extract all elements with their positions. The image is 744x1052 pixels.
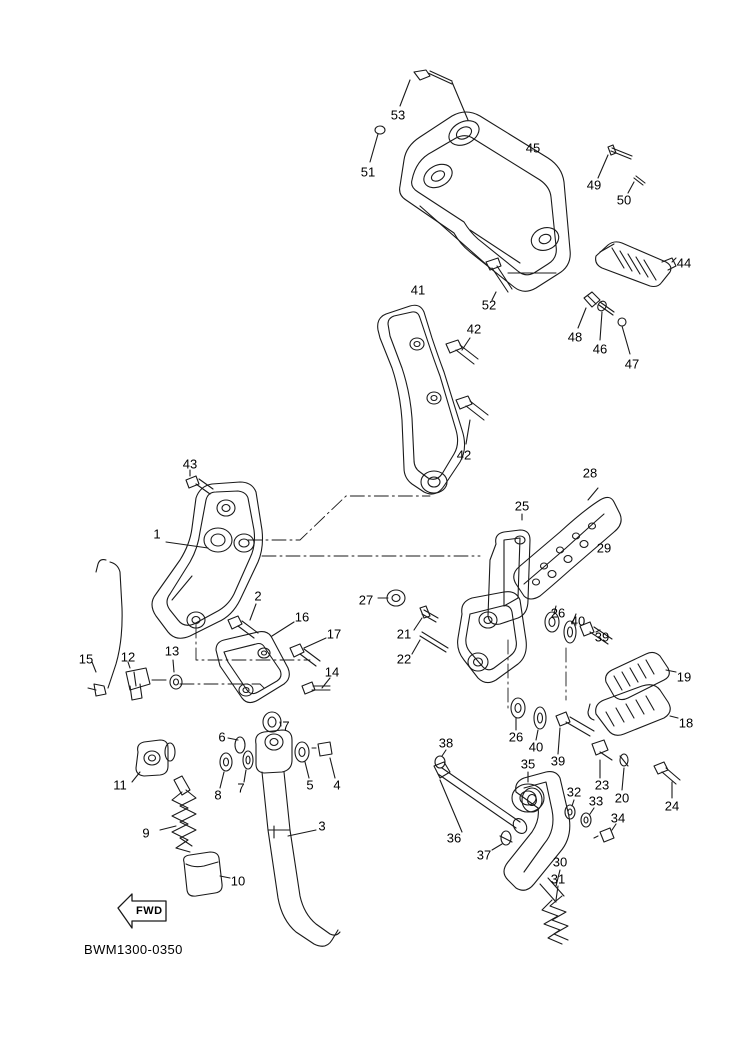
callout-46: 46: [592, 341, 608, 357]
callout-33: 33: [588, 793, 604, 809]
callout-26a: 26: [550, 605, 566, 621]
callout-36: 36: [446, 830, 462, 846]
callout-20: 20: [614, 790, 630, 806]
callout-34: 34: [610, 810, 626, 826]
callout-3: 3: [318, 818, 326, 834]
callout-8: 8: [214, 787, 222, 803]
callout-11: 11: [113, 777, 127, 793]
callout-14: 14: [324, 664, 340, 680]
callout-37: 37: [476, 847, 492, 863]
callout-7b: 7: [237, 780, 245, 796]
callout-12: 12: [120, 649, 136, 665]
callout-43: 43: [182, 456, 198, 472]
callout-29: 29: [596, 540, 612, 556]
callout-49: 49: [586, 177, 602, 193]
callout-19: 19: [676, 669, 692, 685]
callout-26b: 26: [508, 729, 524, 745]
callout-44: 44: [676, 255, 692, 271]
callout-31: 31: [550, 871, 566, 887]
callout-5: 5: [306, 777, 314, 793]
callout-38: 38: [438, 735, 454, 751]
callout-23: 23: [594, 777, 610, 793]
callout-4: 4: [333, 777, 341, 793]
part-code: BWM1300-0350: [84, 942, 183, 957]
callout-28: 28: [582, 465, 598, 481]
callout-1: 1: [153, 526, 161, 542]
callout-22: 22: [396, 651, 412, 667]
callout-17: 17: [326, 626, 342, 642]
callout-27: 27: [358, 592, 374, 608]
callout-48: 48: [567, 329, 583, 345]
callout-30: 30: [552, 854, 568, 870]
callout-40a: 40: [570, 613, 586, 629]
callout-9: 9: [142, 825, 150, 841]
callout-16: 16: [294, 609, 310, 625]
callout-18: 18: [678, 715, 694, 731]
callout-6: 6: [218, 729, 226, 745]
callout-40b: 40: [528, 739, 544, 755]
callout-50: 50: [616, 192, 632, 208]
callout-42b: 42: [456, 447, 472, 463]
callout-39b: 39: [550, 753, 566, 769]
callout-35: 35: [520, 756, 536, 772]
callout-42a: 42: [466, 321, 482, 337]
callout-45: 45: [525, 140, 541, 156]
callout-52: 52: [481, 297, 497, 313]
callout-53: 53: [390, 107, 406, 123]
callout-39a: 39: [594, 629, 610, 645]
callout-13: 13: [164, 643, 180, 659]
callout-41: 41: [410, 282, 426, 298]
callout-47: 47: [624, 356, 640, 372]
callout-15: 15: [78, 651, 94, 667]
fwd-label: FWD: [136, 905, 163, 917]
callout-32: 32: [566, 784, 582, 800]
callout-2: 2: [254, 588, 262, 604]
callout-51: 51: [360, 164, 376, 180]
callout-25: 25: [514, 498, 530, 514]
callout-24: 24: [664, 798, 680, 814]
callout-7a: 7: [282, 718, 290, 734]
callout-10: 10: [230, 873, 246, 889]
callout-21: 21: [396, 626, 412, 642]
